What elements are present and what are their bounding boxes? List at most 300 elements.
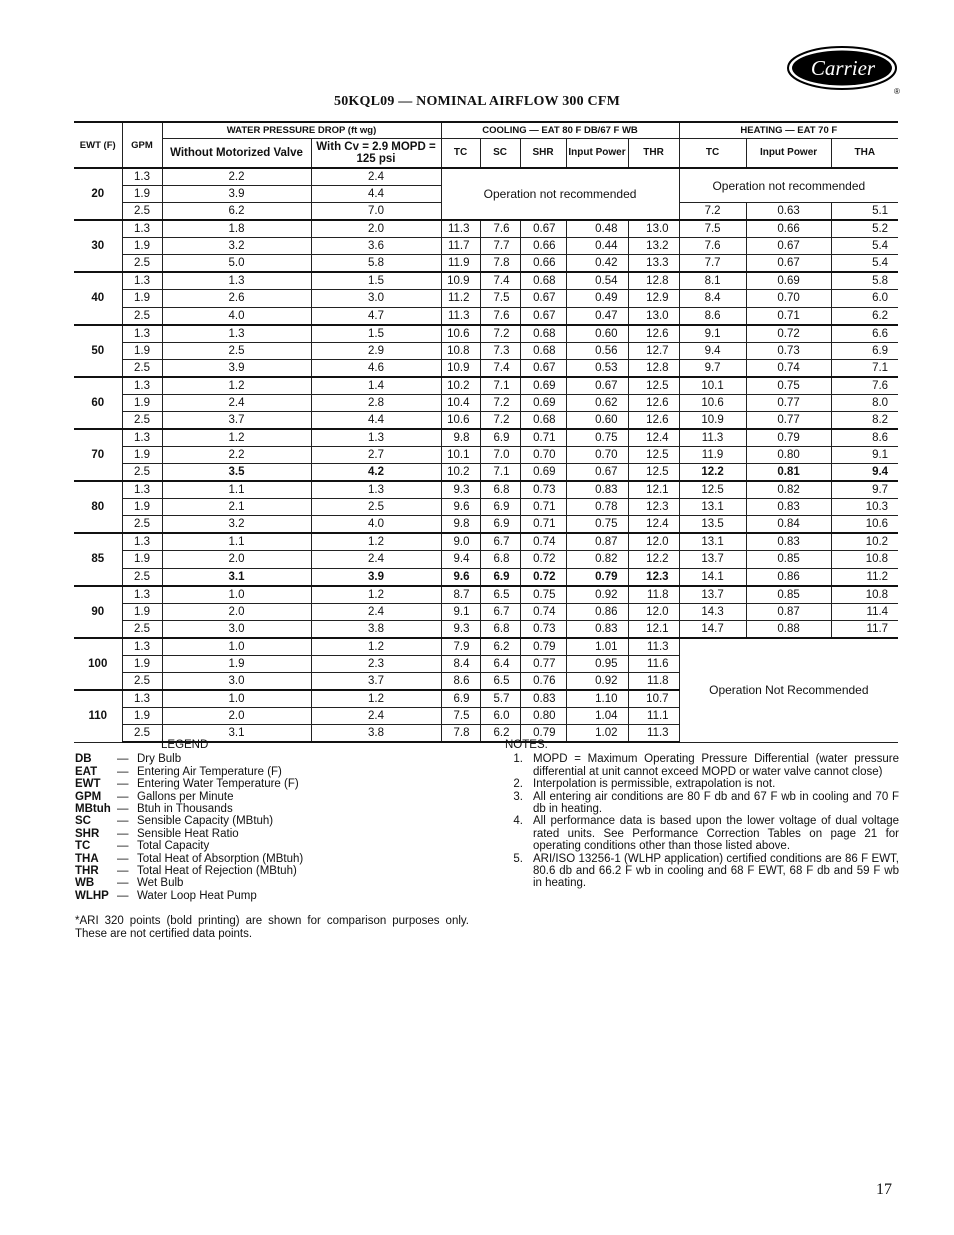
legend-abbr: DB (75, 753, 92, 766)
cooling-tc-cell: 9.8 (441, 516, 480, 534)
heating-tha-cell: 10.2 (831, 533, 898, 551)
table-row (74, 603, 898, 620)
heating-tha-cell: 5.2 (831, 220, 898, 238)
cooling-shr-cell: 0.67 (520, 307, 566, 325)
cooling-tc-cell: 9.6 (441, 499, 480, 516)
cooling-shr-cell: 0.68 (520, 411, 566, 429)
note-item (505, 791, 899, 816)
legend-abbr: SC (75, 815, 91, 828)
legend-dash: — (117, 790, 129, 803)
cooling-thr-cell: 12.1 (628, 481, 679, 499)
cooling-shr-cell: 0.68 (520, 272, 566, 290)
gpm-cell: 2.5 (122, 359, 162, 377)
header-heating-tc: TC (679, 138, 746, 168)
legend-dash: — (117, 889, 129, 902)
gpm-cell: 2.5 (122, 307, 162, 325)
heating-input-power-cell: 0.84 (746, 516, 831, 534)
heating-tha-cell: 5.4 (831, 238, 898, 255)
gpm-cell: 1.3 (122, 638, 162, 656)
cooling-input-power-cell: 0.78 (566, 499, 628, 516)
wpd-with-cell: 1.5 (311, 272, 441, 290)
heating-input-power-cell: 0.83 (746, 499, 831, 516)
header-cooling-group: COOLING — EAT 80 F DB/67 F WB (441, 122, 679, 138)
wpd-without-cell: 2.0 (162, 551, 311, 568)
heating-tc-cell: 14.1 (679, 568, 746, 586)
heating-tc-cell: 13.7 (679, 586, 746, 604)
cooling-thr-cell: 11.8 (628, 672, 679, 690)
legend-text: Entering Water Temperature (F) (137, 778, 299, 791)
legend-item (75, 778, 475, 790)
heating-tha-cell: 6.2 (831, 307, 898, 325)
cooling-sc-cell: 6.8 (480, 481, 520, 499)
cooling-sc-cell: 7.3 (480, 342, 520, 359)
cooling-sc-cell: 6.7 (480, 533, 520, 551)
cooling-shr-cell: 0.69 (520, 394, 566, 411)
legend-dash: — (117, 753, 129, 766)
ewt-cell: 40 (74, 272, 122, 324)
cooling-thr-cell: 12.5 (628, 377, 679, 395)
cooling-tc-cell: 7.5 (441, 707, 480, 724)
gpm-cell: 1.9 (122, 499, 162, 516)
cooling-shr-cell: 0.73 (520, 620, 566, 638)
heating-tha-cell: 6.0 (831, 290, 898, 307)
cooling-thr-cell: 12.3 (628, 499, 679, 516)
legend-item (75, 853, 475, 865)
header-heating-input-power: Input Power (746, 138, 831, 168)
cooling-thr-cell: 13.2 (628, 238, 679, 255)
wpd-without-cell: 5.0 (162, 255, 311, 273)
cooling-tc-cell: 10.8 (441, 342, 480, 359)
cooling-input-power-cell: 0.83 (566, 620, 628, 638)
wpd-with-cell: 1.3 (311, 429, 441, 447)
heating-tc-cell: 10.1 (679, 377, 746, 395)
wpd-without-cell: 2.2 (162, 168, 311, 186)
cooling-thr-cell: 10.7 (628, 690, 679, 708)
table-row (74, 568, 898, 586)
wpd-without-cell: 3.0 (162, 620, 311, 638)
heating-tha-cell: 10.8 (831, 586, 898, 604)
cooling-sc-cell: 7.4 (480, 359, 520, 377)
legend-text: Total Heat of Absorption (MBtuh) (137, 852, 304, 865)
cooling-input-power-cell: 0.83 (566, 481, 628, 499)
wpd-without-cell: 2.0 (162, 603, 311, 620)
legend-item (75, 890, 475, 902)
wpd-with-cell: 3.9 (311, 568, 441, 586)
table-row (74, 446, 898, 463)
cooling-input-power-cell: 0.42 (566, 255, 628, 273)
wpd-with-cell: 2.9 (311, 342, 441, 359)
wpd-without-cell: 3.2 (162, 516, 311, 534)
heating-input-power-cell: 0.85 (746, 586, 831, 604)
gpm-cell: 2.5 (122, 568, 162, 586)
heating-tha-cell: 8.2 (831, 411, 898, 429)
cooling-tc-cell: 7.8 (441, 725, 480, 743)
heating-input-power-cell: 0.81 (746, 464, 831, 482)
table-row (74, 638, 898, 656)
wpd-without-cell: 1.0 (162, 586, 311, 604)
heating-tc-cell: 11.3 (679, 429, 746, 447)
ewt-cell: 80 (74, 481, 122, 533)
heating-tc-cell: 8.4 (679, 290, 746, 307)
cooling-sc-cell: 7.1 (480, 464, 520, 482)
cooling-tc-cell: 10.2 (441, 464, 480, 482)
header-wpd-without: Without Motorized Valve (162, 138, 311, 168)
heating-input-power-cell: 0.87 (746, 603, 831, 620)
heating-tc-cell: 13.1 (679, 533, 746, 551)
cooling-thr-cell: 11.1 (628, 707, 679, 724)
cooling-shr-cell: 0.69 (520, 464, 566, 482)
cooling-thr-cell: 12.2 (628, 551, 679, 568)
cooling-input-power-cell: 1.04 (566, 707, 628, 724)
cooling-tc-cell: 11.3 (441, 307, 480, 325)
cooling-shr-cell: 0.79 (520, 638, 566, 656)
legend-abbr: THA (75, 852, 99, 865)
ewt-cell: 90 (74, 586, 122, 638)
heating-tha-cell: 10.8 (831, 551, 898, 568)
cooling-shr-cell: 0.68 (520, 342, 566, 359)
wpd-without-cell: 2.1 (162, 499, 311, 516)
header-tha: THA (831, 138, 898, 168)
wpd-with-cell: 5.8 (311, 255, 441, 273)
heating-input-power-cell: 0.86 (746, 568, 831, 586)
table-row (74, 411, 898, 429)
cooling-input-power-cell: 0.75 (566, 516, 628, 534)
note-number: 5. (513, 852, 523, 865)
gpm-cell: 1.9 (122, 290, 162, 307)
cooling-shr-cell: 0.74 (520, 533, 566, 551)
legend-heading: LEGEND (161, 739, 209, 751)
wpd-with-cell: 2.8 (311, 394, 441, 411)
legend-dash: — (117, 852, 129, 865)
cooling-shr-cell: 0.80 (520, 707, 566, 724)
cooling-input-power-cell: 0.56 (566, 342, 628, 359)
cooling-sc-cell: 6.8 (480, 620, 520, 638)
cooling-input-power-cell: 0.47 (566, 307, 628, 325)
cooling-shr-cell: 0.73 (520, 481, 566, 499)
heating-tha-cell: 9.1 (831, 446, 898, 463)
table-row (74, 325, 898, 343)
heating-input-power-cell: 0.73 (746, 342, 831, 359)
cooling-tc-cell: 10.2 (441, 377, 480, 395)
legend-abbr: MBtuh (75, 803, 111, 816)
cooling-input-power-cell: 1.02 (566, 725, 628, 743)
cooling-input-power-cell: 0.44 (566, 238, 628, 255)
heating-input-power-cell: 0.67 (746, 255, 831, 273)
header-heating-group: HEATING — EAT 70 F (679, 122, 898, 138)
gpm-cell: 1.3 (122, 429, 162, 447)
cooling-shr-cell: 0.83 (520, 690, 566, 708)
header-gpm: GPM (122, 122, 162, 168)
cooling-thr-cell: 12.4 (628, 516, 679, 534)
legend-text: Total Heat of Rejection (MBtuh) (137, 865, 297, 878)
cooling-input-power-cell: 0.48 (566, 220, 628, 238)
heating-tc-cell: 13.5 (679, 516, 746, 534)
note-number: 3. (513, 790, 523, 803)
wpd-with-cell: 1.5 (311, 325, 441, 343)
table-row (74, 238, 898, 255)
cooling-tc-cell: 11.7 (441, 238, 480, 255)
legend-text: Entering Air Temperature (F) (137, 765, 282, 778)
heating-tc-cell: 8.1 (679, 272, 746, 290)
gpm-cell: 1.3 (122, 533, 162, 551)
legend-abbr: WLHP (75, 889, 109, 902)
legend-dash: — (117, 778, 129, 791)
cooling-thr-cell: 12.4 (628, 429, 679, 447)
gpm-cell: 1.9 (122, 342, 162, 359)
wpd-without-cell: 3.0 (162, 672, 311, 690)
cooling-sc-cell: 7.4 (480, 272, 520, 290)
heating-tha-cell: 11.7 (831, 620, 898, 638)
cooling-tc-cell: 9.3 (441, 481, 480, 499)
cooling-shr-cell: 0.72 (520, 568, 566, 586)
heating-tc-cell: 13.7 (679, 551, 746, 568)
heating-tc-cell: 7.7 (679, 255, 746, 273)
legend-dash: — (117, 865, 129, 878)
heating-tc-cell: 11.9 (679, 446, 746, 463)
cooling-shr-cell: 0.69 (520, 377, 566, 395)
table-row (74, 255, 898, 273)
note-text: ARI/ISO 13256-1 (WLHP application) certified conditions are 86 F EWT, 80.6 db and 66.2 F wb in cooling and 68 F EWT, 68 F db and 59 F wb in heating. (533, 852, 899, 890)
cooling-sc-cell: 6.4 (480, 655, 520, 672)
cooling-input-power-cell: 0.92 (566, 672, 628, 690)
wpd-without-cell: 4.0 (162, 307, 311, 325)
cooling-tc-cell: 10.6 (441, 411, 480, 429)
wpd-without-cell: 1.1 (162, 533, 311, 551)
cooling-tc-cell: 9.4 (441, 551, 480, 568)
cooling-thr-cell: 12.5 (628, 446, 679, 463)
cooling-sc-cell: 6.9 (480, 429, 520, 447)
table-row (74, 464, 898, 482)
cooling-shr-cell: 0.75 (520, 586, 566, 604)
legend-text: Dry Bulb (137, 753, 182, 766)
cooling-shr-cell: 0.67 (520, 359, 566, 377)
wpd-with-cell: 3.0 (311, 290, 441, 307)
cooling-shr-cell: 0.71 (520, 516, 566, 534)
legend-item (75, 815, 475, 827)
heating-tc-cell: 8.6 (679, 307, 746, 325)
heating-input-power-cell: 0.80 (746, 446, 831, 463)
wpd-with-cell: 2.4 (311, 603, 441, 620)
wpd-without-cell: 3.1 (162, 568, 311, 586)
cooling-tc-cell: 11.2 (441, 290, 480, 307)
wpd-without-cell: 3.2 (162, 238, 311, 255)
ewt-cell: 50 (74, 325, 122, 377)
gpm-cell: 1.9 (122, 238, 162, 255)
heating-input-power-cell: 0.69 (746, 272, 831, 290)
heating-tc-cell: 12.5 (679, 481, 746, 499)
gpm-cell: 2.5 (122, 620, 162, 638)
legend-abbr: SHR (75, 827, 100, 840)
heating-input-power-cell: 0.71 (746, 307, 831, 325)
heating-tha-cell: 9.4 (831, 464, 898, 482)
table-row (74, 290, 898, 307)
heating-input-power-cell: 0.72 (746, 325, 831, 343)
registered-mark: ® (894, 87, 900, 96)
table-row (74, 481, 898, 499)
page-number: 17 (876, 1181, 892, 1198)
legend-text: Water Loop Heat Pump (137, 889, 257, 902)
cooling-sc-cell: 6.2 (480, 638, 520, 656)
cooling-sc-cell: 6.5 (480, 586, 520, 604)
notes-heading: NOTES: (505, 739, 548, 751)
gpm-cell: 1.9 (122, 551, 162, 568)
cooling-input-power-cell: 0.60 (566, 325, 628, 343)
cooling-tc-cell: 10.9 (441, 359, 480, 377)
heating-tha-cell: 10.3 (831, 499, 898, 516)
wpd-without-cell: 1.8 (162, 220, 311, 238)
table-row (74, 359, 898, 377)
wpd-with-cell: 1.2 (311, 690, 441, 708)
cooling-sc-cell: 6.0 (480, 707, 520, 724)
cooling-input-power-cell: 0.62 (566, 394, 628, 411)
cooling-thr-cell: 12.8 (628, 359, 679, 377)
cooling-tc-cell: 6.9 (441, 690, 480, 708)
heating-input-power-cell: 0.66 (746, 220, 831, 238)
cooling-sc-cell: 6.9 (480, 568, 520, 586)
cooling-shr-cell: 0.66 (520, 255, 566, 273)
legend-text: Wet Bulb (137, 877, 184, 890)
gpm-cell: 1.9 (122, 186, 162, 203)
wpd-with-cell: 2.4 (311, 551, 441, 568)
cooling-tc-cell: 10.1 (441, 446, 480, 463)
wpd-without-cell: 1.3 (162, 272, 311, 290)
gpm-cell: 1.3 (122, 325, 162, 343)
legend-text: Sensible Capacity (MBtuh) (137, 815, 274, 828)
wpd-without-cell: 2.2 (162, 446, 311, 463)
heating-tc-cell: 9.1 (679, 325, 746, 343)
wpd-without-cell: 3.7 (162, 411, 311, 429)
header-shr: SHR (520, 138, 566, 168)
cooling-sc-cell: 7.8 (480, 255, 520, 273)
wpd-with-cell: 3.8 (311, 725, 441, 743)
header-ewt: EWT (F) (74, 122, 122, 168)
heating-tc-cell: 12.2 (679, 464, 746, 482)
cooling-input-power-cell: 0.70 (566, 446, 628, 463)
heating-tc-cell: 13.1 (679, 499, 746, 516)
legend-text: Btuh in Thousands (137, 803, 233, 816)
header-tc: TC (441, 138, 480, 168)
legend-item (75, 865, 475, 877)
heating-tha-cell: 9.7 (831, 481, 898, 499)
legend-text: Total Capacity (137, 840, 210, 853)
legend (75, 739, 475, 902)
ewt-cell: 85 (74, 533, 122, 585)
heating-tc-cell: 9.7 (679, 359, 746, 377)
wpd-without-cell: 2.0 (162, 707, 311, 724)
table-row (74, 620, 898, 638)
note-text: All performance data is based upon the lower voltage of dual voltage rated units. See Performance Correction Tables on page 21 for operating conditions other than those listed above. (533, 815, 899, 853)
cooling-input-power-cell: 0.87 (566, 533, 628, 551)
wpd-without-cell: 3.9 (162, 359, 311, 377)
heating-input-power-cell: 0.70 (746, 290, 831, 307)
cooling-tc-cell: 9.6 (441, 568, 480, 586)
gpm-cell: 1.9 (122, 603, 162, 620)
cooling-input-power-cell: 0.92 (566, 586, 628, 604)
table-row (74, 499, 898, 516)
legend-abbr: GPM (75, 790, 102, 803)
cooling-input-power-cell: 1.01 (566, 638, 628, 656)
wpd-with-cell: 3.8 (311, 620, 441, 638)
cooling-input-power-cell: 0.53 (566, 359, 628, 377)
cooling-tc-cell: 11.3 (441, 220, 480, 238)
heating-tha-cell: 5.1 (831, 203, 898, 221)
cooling-sc-cell: 7.2 (480, 325, 520, 343)
wpd-without-cell: 3.1 (162, 725, 311, 743)
heating-input-power-cell: 0.74 (746, 359, 831, 377)
cooling-thr-cell: 12.0 (628, 603, 679, 620)
note-item (505, 753, 899, 778)
heating-input-power-cell: 0.82 (746, 481, 831, 499)
heating-input-power-cell: 0.79 (746, 429, 831, 447)
heating-tha-cell: 11.4 (831, 603, 898, 620)
heating-tc-cell: 10.6 (679, 394, 746, 411)
legend-dash: — (117, 815, 129, 828)
wpd-with-cell: 3.6 (311, 238, 441, 255)
wpd-with-cell: 3.7 (311, 672, 441, 690)
cooling-thr-cell: 11.8 (628, 586, 679, 604)
gpm-cell: 1.3 (122, 481, 162, 499)
table-row (74, 429, 898, 447)
cooling-tc-cell: 9.0 (441, 533, 480, 551)
table-row (74, 533, 898, 551)
wpd-with-cell: 1.4 (311, 377, 441, 395)
note-text: All entering air conditions are 80 F db and 67 F wb in cooling and 70 F db in heating. (533, 790, 899, 816)
heating-tha-cell: 5.4 (831, 255, 898, 273)
wpd-with-cell: 4.2 (311, 464, 441, 482)
heating-not-recommended-high: Operation Not Recommended (679, 638, 898, 742)
cooling-tc-cell: 8.6 (441, 672, 480, 690)
wpd-with-cell: 1.3 (311, 481, 441, 499)
cooling-sc-cell: 7.0 (480, 446, 520, 463)
heating-tha-cell: 7.6 (831, 377, 898, 395)
gpm-cell: 1.3 (122, 377, 162, 395)
wpd-with-cell: 4.4 (311, 411, 441, 429)
cooling-thr-cell: 12.6 (628, 411, 679, 429)
cooling-thr-cell: 13.3 (628, 255, 679, 273)
cooling-sc-cell: 6.9 (480, 499, 520, 516)
cooling-thr-cell: 12.1 (628, 620, 679, 638)
cooling-shr-cell: 0.79 (520, 725, 566, 743)
cooling-sc-cell: 6.5 (480, 672, 520, 690)
table-row (74, 342, 898, 359)
wpd-without-cell: 6.2 (162, 203, 311, 221)
wpd-without-cell: 2.6 (162, 290, 311, 307)
wpd-with-cell: 2.4 (311, 168, 441, 186)
cooling-sc-cell: 5.7 (480, 690, 520, 708)
cooling-thr-cell: 13.0 (628, 220, 679, 238)
ewt-cell: 100 (74, 638, 122, 690)
cooling-shr-cell: 0.67 (520, 290, 566, 307)
legend-dash: — (117, 765, 129, 778)
cooling-tc-cell: 7.9 (441, 638, 480, 656)
legend-item (75, 877, 475, 889)
cooling-tc-cell: 10.9 (441, 272, 480, 290)
heating-tc-cell: 10.9 (679, 411, 746, 429)
wpd-with-cell: 1.2 (311, 533, 441, 551)
heating-input-power-cell: 0.63 (746, 203, 831, 221)
table-row (74, 551, 898, 568)
cooling-shr-cell: 0.74 (520, 603, 566, 620)
cooling-sc-cell: 7.5 (480, 290, 520, 307)
gpm-cell: 2.5 (122, 516, 162, 534)
cooling-sc-cell: 7.7 (480, 238, 520, 255)
wpd-with-cell: 1.2 (311, 638, 441, 656)
table-row (74, 377, 898, 395)
wpd-with-cell: 4.7 (311, 307, 441, 325)
wpd-with-cell: 7.0 (311, 203, 441, 221)
wpd-without-cell: 1.2 (162, 377, 311, 395)
gpm-cell: 2.5 (122, 725, 162, 743)
